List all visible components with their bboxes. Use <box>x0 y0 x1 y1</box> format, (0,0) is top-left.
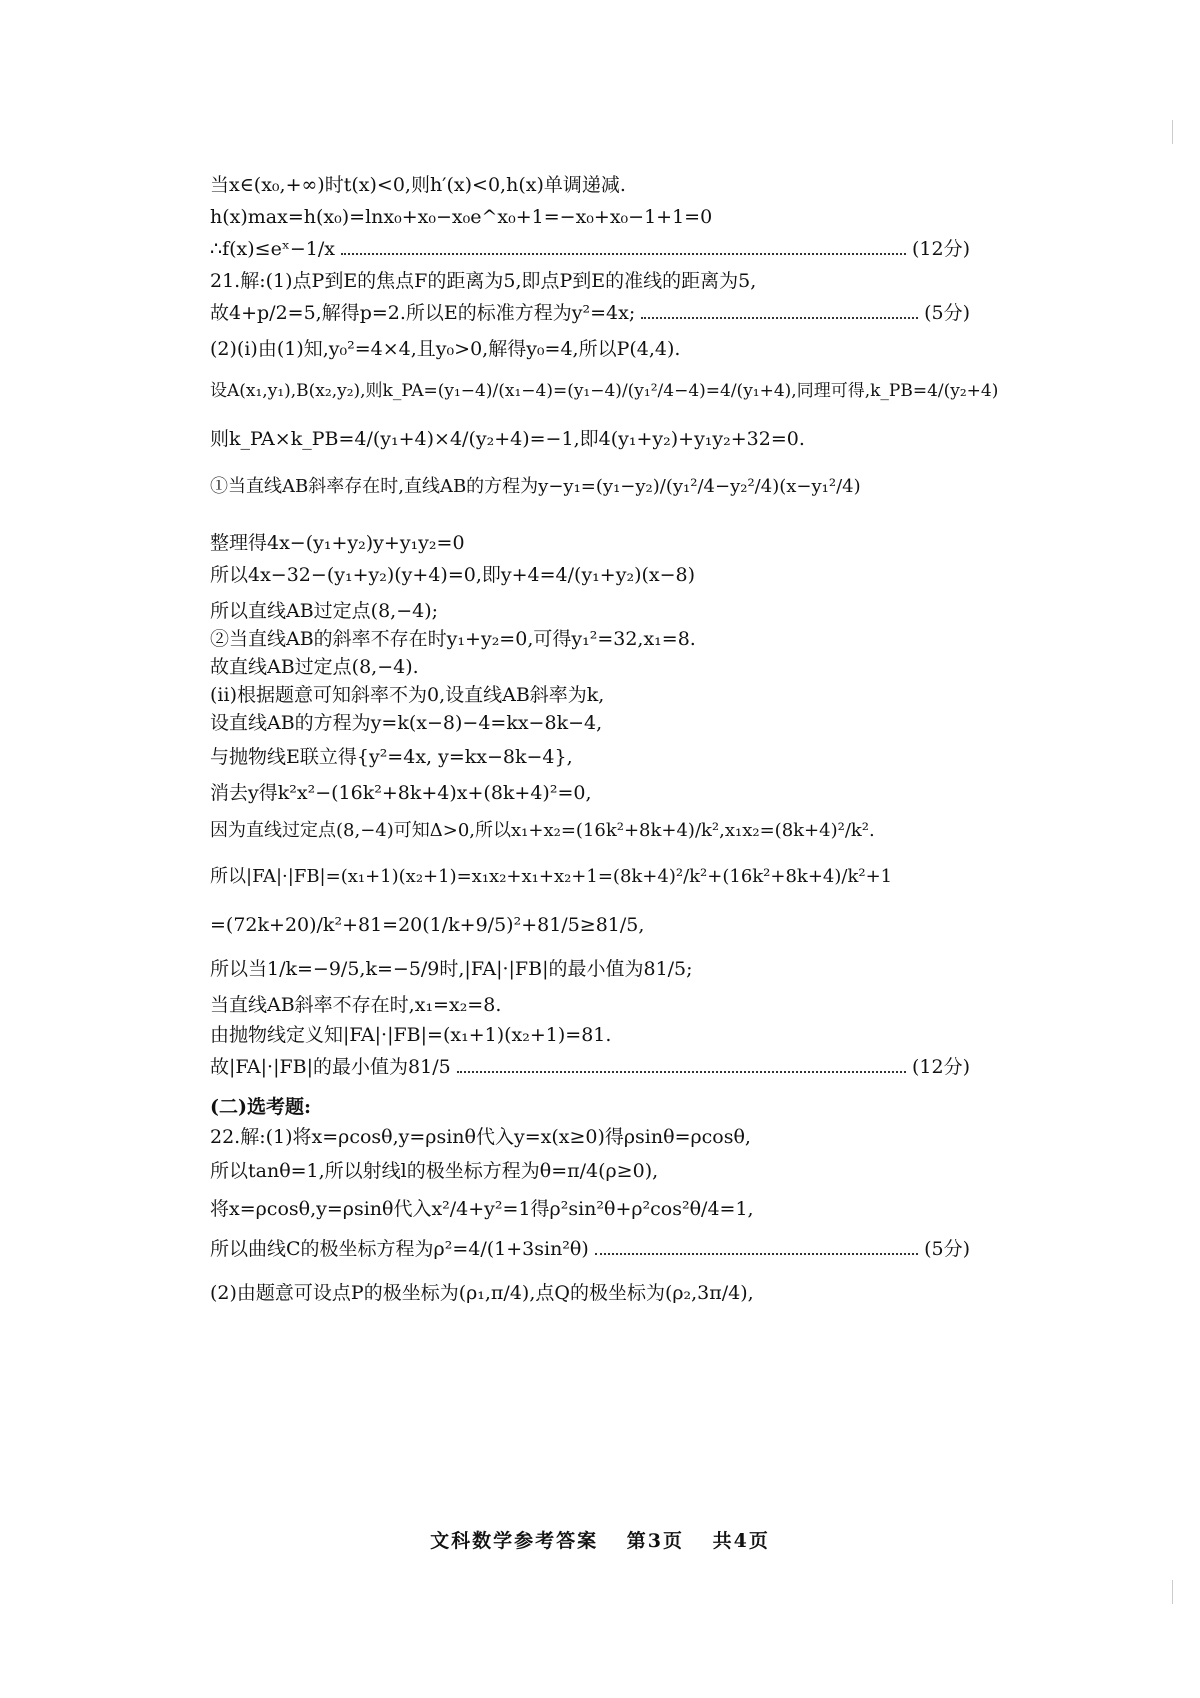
text-line: 故|FA|·|FB|的最小值为81/5 <box>210 1056 451 1078</box>
text-line: 则k_PA×k_PB=4/(y₁+4)×4/(y₂+4)=−1,即4(y₁+y₂)+y₁y₂+32=0. <box>210 428 805 450</box>
text-line: (ii)根据题意可知斜率不为0,设直线AB斜率为k, <box>210 684 605 706</box>
scan-margin-mark <box>1172 120 1173 144</box>
score-label: (5分) <box>924 1238 970 1260</box>
text-line: ②当直线AB的斜率不存在时y₁+y₂=0,可得y₁²=32,x₁=8. <box>210 628 696 650</box>
dot-leader <box>641 317 918 319</box>
question-21-heading: 21.解:(1)点P到E的焦点F的距离为5,即点P到E的准线的距离为5, <box>210 270 757 292</box>
text-line: 设直线AB的方程为y=k(x−8)−4=kx−8k−4, <box>210 712 603 734</box>
text-line: (2)由题意可设点P的极坐标为(ρ₁,π/4),点Q的极坐标为(ρ₂,3π/4), <box>210 1282 754 1304</box>
text-line: (2)(i)由(1)知,y₀²=4×4,且y₀>0,解得y₀=4,所以P(4,4). <box>210 338 681 360</box>
text-line: 所以当1/k=−9/5,k=−5/9时,|FA|·|FB|的最小值为81/5; <box>210 958 693 980</box>
text-line-scored <box>210 1054 970 1080</box>
text-line-scored <box>210 236 970 262</box>
page-footer <box>0 1526 1200 1553</box>
text-line: 所以|FA|·|FB|=(x₁+1)(x₂+1)=x₁x₂+x₁+x₂+1=(8k+4)²/k²+(16k²+8k+4)/k²+1 <box>210 866 893 887</box>
dot-leader <box>595 1253 918 1255</box>
text-line: ∴f(x)≤eˣ−1/x <box>210 238 336 260</box>
text-line: 将x=ρcosθ,y=ρsinθ代入x²/4+y²=1得ρ²sin²θ+ρ²cos²θ/4=1, <box>210 1198 754 1220</box>
text-line: ①当直线AB斜率存在时,直线AB的方程为y−y₁=(y₁−y₂)/(y₁²/4−y₂²/4)(x−y₁²/4) <box>210 476 861 497</box>
text-line: 当x∈(x₀,+∞)时t(x)<0,则h′(x)<0,h(x)单调递减. <box>210 174 626 196</box>
text-line: =(72k+20)/k²+81=20(1/k+9/5)²+81/5≥81/5, <box>210 914 645 936</box>
section-heading: (二)选考题: <box>210 1096 311 1118</box>
text-line: 所以4x−32−(y₁+y₂)(y+4)=0,即y+4=4/(y₁+y₂)(x−8) <box>210 564 696 586</box>
text-line-scored <box>210 1236 970 1262</box>
footer-page-number: 第3页 <box>626 1530 684 1552</box>
footer-title: 文科数学参考答案 <box>430 1530 599 1552</box>
text-line: 故4+p/2=5,解得p=2.所以E的标准方程为y²=4x; <box>210 302 636 324</box>
dot-leader <box>341 253 906 255</box>
text-line: 因为直线过定点(8,−4)可知Δ>0,所以x₁+x₂=(16k²+8k+4)/k²,x₁x₂=(8k+4)²/k². <box>210 820 875 841</box>
dot-leader <box>457 1071 906 1073</box>
text-line: 消去y得k²x²−(16k²+8k+4)x+(8k+4)²=0, <box>210 782 592 804</box>
scan-margin-mark <box>1172 1580 1173 1604</box>
footer-total-pages: 共4页 <box>712 1530 770 1552</box>
score-label: (5分) <box>924 302 970 324</box>
text-line: h(x)max=h(x₀)=lnx₀+x₀−x₀e^x₀+1=−x₀+x₀−1+1=0 <box>210 206 713 228</box>
score-label: (12分) <box>911 238 970 260</box>
question-22-heading: 22.解:(1)将x=ρcosθ,y=ρsinθ代入y=x(x≥0)得ρsinθ=ρcosθ, <box>210 1126 751 1148</box>
text-line: 由抛物线定义知|FA|·|FB|=(x₁+1)(x₂+1)=81. <box>210 1024 612 1046</box>
text-line-scored <box>210 300 970 326</box>
text-line: 整理得4x−(y₁+y₂)y+y₁y₂=0 <box>210 532 465 554</box>
text-line: 设A(x₁,y₁),B(x₂,y₂),则k_PA=(y₁−4)/(x₁−4)=(y₁−4)/(y₁²/4−4)=4/(y₁+4),同理可得,k_PB=4/(y₂+4) <box>210 381 999 401</box>
text-line: 所以tanθ=1,所以射线l的极坐标方程为θ=π/4(ρ≥0), <box>210 1160 659 1182</box>
text-line: 所以直线AB过定点(8,−4); <box>210 600 439 622</box>
text-line: 故直线AB过定点(8,−4). <box>210 656 419 678</box>
text-line: 与抛物线E联立得{y²=4x, y=kx−8k−4}, <box>210 746 573 768</box>
score-label: (12分) <box>911 1056 970 1078</box>
text-line: 当直线AB斜率不存在时,x₁=x₂=8. <box>210 994 502 1016</box>
text-line: 所以曲线C的极坐标方程为ρ²=4/(1+3sin²θ) <box>210 1238 589 1260</box>
